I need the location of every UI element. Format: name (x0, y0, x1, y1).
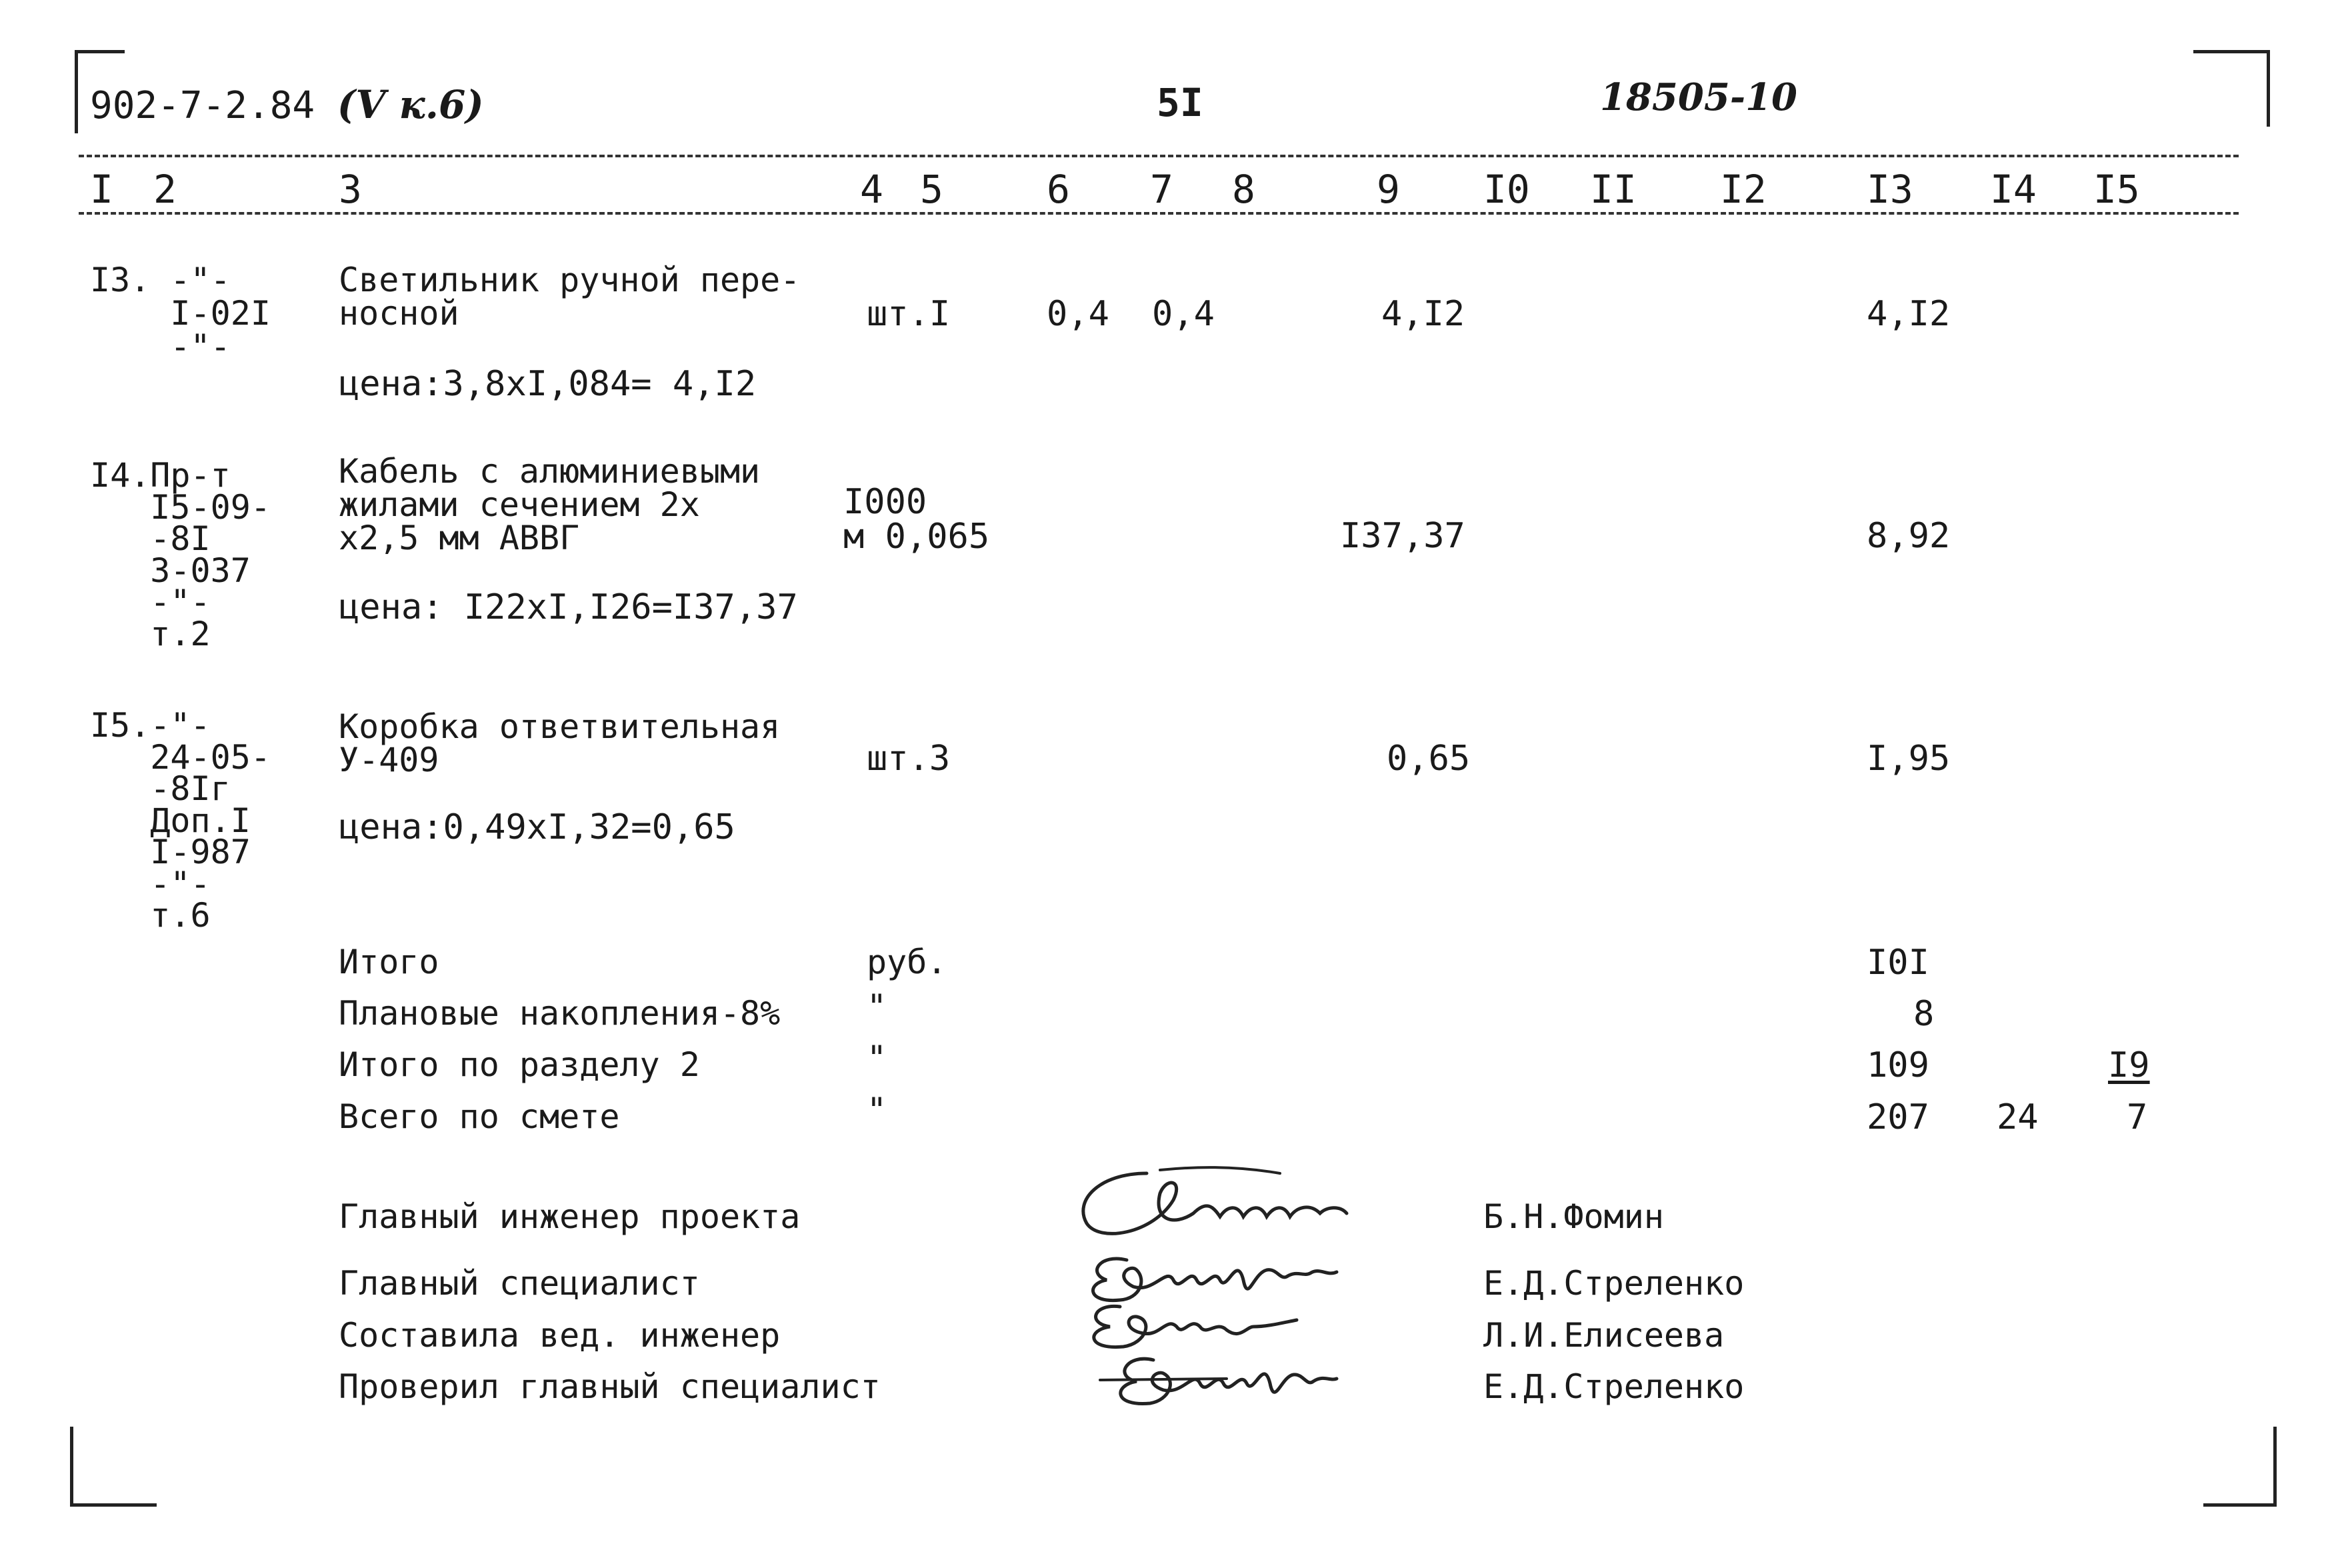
col-header-5: 5 (920, 167, 943, 212)
totals-unit: " (867, 1039, 887, 1077)
row-name: Кабель с алюминиевыми жилами сечением 2х х2,5 мм АВВГ (339, 452, 761, 557)
totals-unit: " (867, 1091, 887, 1129)
row-col9: 0,65 (1387, 739, 1471, 779)
row-code: I3. -"- I-02I -"- (90, 261, 271, 366)
totals-label: Плановые накопления-8% (339, 994, 781, 1033)
doc-note: (V к.6) (337, 82, 484, 127)
signature-name: Е.Д.Стреленко (1483, 1264, 1745, 1303)
signature-name: Е.Д.Стреленко (1483, 1367, 1745, 1406)
col-header-11: II (1590, 167, 1637, 212)
col-header-8: 8 (1232, 167, 1255, 212)
signature-role: Главный инженер проекта (339, 1197, 801, 1236)
page-number: 5I (1157, 80, 1203, 125)
signature-name: Б.Н.Фомин (1483, 1197, 1664, 1236)
row-col9: 4,I2 (1381, 294, 1465, 334)
archive-number: 18505-10 (1600, 75, 1797, 119)
doc-number-value: 902-7-2.84 (90, 84, 315, 127)
col-header-14: I4 (1990, 167, 2037, 212)
signature-role: Проверил главный специалист (339, 1367, 881, 1406)
totals-label: Всего по смете (339, 1097, 620, 1136)
row-code: I5.-"- 24-05- -8Iг Доп.I I-987 -"- т.6 (90, 706, 271, 935)
frame-corner-bottom-left (70, 1427, 157, 1507)
totals-col13: 109 (1867, 1045, 1929, 1085)
handwritten-signature (1093, 1340, 1387, 1420)
row-col9: I37,37 (1340, 516, 1465, 556)
frame-corner-bottom-right (2203, 1427, 2277, 1507)
totals-col13: 207 (1867, 1097, 1929, 1137)
row-price: цена:0,49хI,32=0,65 (339, 807, 735, 847)
row-price: цена: I22хI,I26=I37,37 (339, 587, 798, 627)
col-header-1: I (90, 167, 113, 212)
col-header-7: 7 (1150, 167, 1173, 212)
totals-col15: I9 (2108, 1045, 2150, 1085)
row-col6: 0,4 (1047, 294, 1109, 334)
totals-unit: руб. (867, 943, 947, 981)
col-header-12: I2 (1720, 167, 1767, 212)
col-header-10: I0 (1483, 167, 1530, 212)
col-header-13: I3 (1867, 167, 1913, 212)
row-col13: 8,92 (1867, 516, 1951, 556)
col-header-15: I5 (2093, 167, 2140, 212)
row-name: Светильник ручной пере- носной (339, 261, 801, 333)
signature-name: Л.И.Елисеева (1483, 1316, 1725, 1355)
signature-role: Главный специалист (339, 1264, 700, 1303)
totals-col15: 7 (2127, 1097, 2148, 1137)
totals-label: Итого (339, 943, 439, 981)
totals-col13: I0I (1867, 943, 1929, 983)
handwritten-signature (1060, 1160, 1407, 1247)
header-rule-top (79, 155, 2239, 157)
row-col13: 4,I2 (1867, 294, 1951, 334)
row-name: Коробка ответвительная У-409 (339, 707, 781, 779)
row-unit: шт.I (867, 294, 951, 334)
col-header-2: 2 (153, 167, 177, 212)
row-col13: I,95 (1867, 739, 1951, 779)
row-unit: I000 м 0,065 (843, 482, 990, 557)
doc-number (90, 82, 484, 127)
col-header-9: 9 (1377, 167, 1400, 212)
col-header-6: 6 (1047, 167, 1070, 212)
col-header-3: 3 (339, 167, 362, 212)
col-header-4: 4 (860, 167, 883, 212)
totals-col14: 24 (1997, 1097, 2039, 1137)
row-col7: 0,4 (1152, 294, 1215, 334)
row-code: I4.Пр-т I5-09- -8I 3-037 -"- т.2 (90, 456, 271, 653)
header-rule-bottom (79, 212, 2239, 215)
row-unit: шт.3 (867, 739, 951, 779)
frame-corner-top-right (2193, 50, 2270, 127)
signature-role: Составила вед. инженер (339, 1316, 781, 1355)
totals-unit: " (867, 987, 887, 1026)
row-price: цена:3,8хI,084= 4,I2 (339, 364, 757, 404)
totals-col13: 8 (1913, 994, 1935, 1034)
totals-label: Итого по разделу 2 (339, 1045, 700, 1084)
